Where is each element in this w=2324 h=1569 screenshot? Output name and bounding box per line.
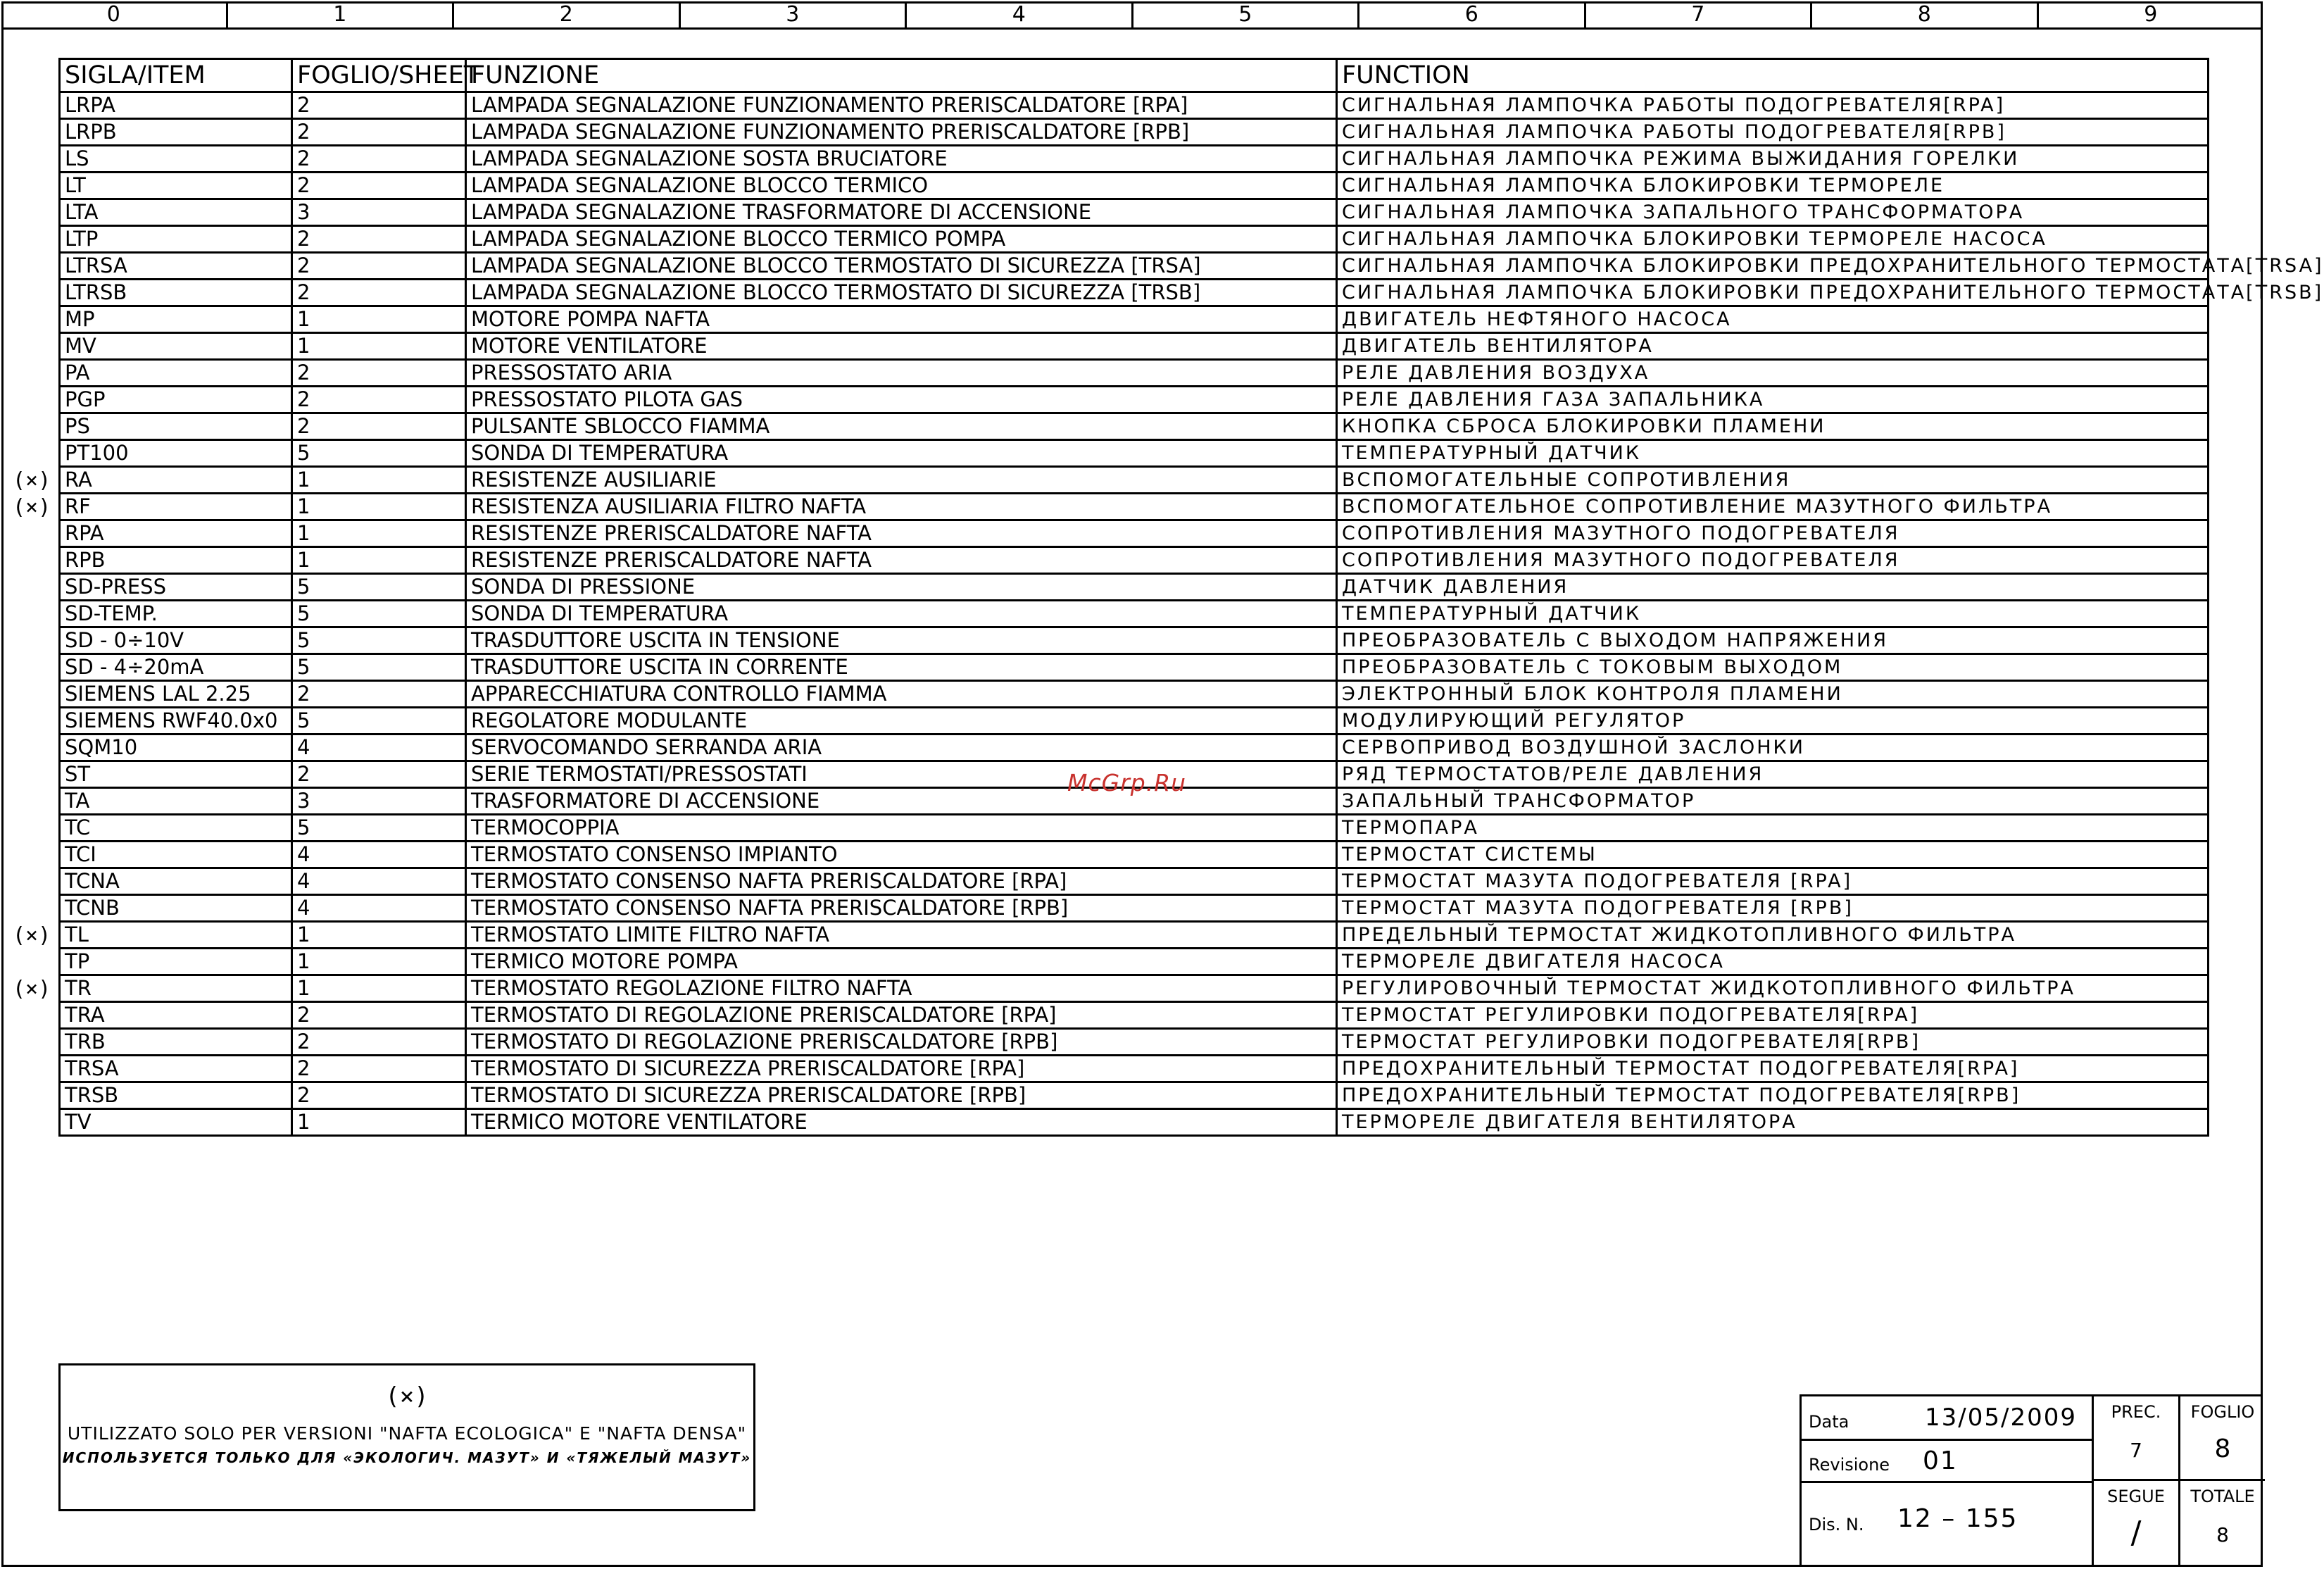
cell-item: TA bbox=[60, 788, 292, 815]
cell-funzione: MOTORE POMPA NAFTA bbox=[466, 306, 1337, 333]
table-row bbox=[60, 440, 2209, 467]
cell-sheet: 2 bbox=[292, 360, 466, 387]
tb-drawing-number-value: 12 – 155 bbox=[1897, 1504, 2018, 1533]
cell-function: СОПРОТИВЛЕНИЯ МАЗУТНОГО ПОДОГРЕВАТЕЛЯ bbox=[1337, 547, 2209, 574]
cell-sheet: 2 bbox=[292, 119, 466, 146]
cell-funzione: SONDA DI TEMPERATURA bbox=[466, 601, 1337, 627]
cell-sheet: 3 bbox=[292, 788, 466, 815]
table-row bbox=[60, 520, 2209, 547]
ruler-cell: 5 bbox=[1133, 1, 1360, 27]
cell-function: РЕЛЕ ДАВЛЕНИЯ ГАЗА ЗАПАЛЬНИКА bbox=[1337, 387, 2209, 413]
tb-drawing-number-label: Dis. N. bbox=[1809, 1515, 1864, 1534]
cell-function: РЕЛЕ ДАВЛЕНИЯ ВОЗДУХА bbox=[1337, 360, 2209, 387]
ruler-cell: 2 bbox=[454, 1, 681, 27]
cell-item: LS bbox=[60, 146, 292, 173]
cell-funzione: TERMOSTATO DI SICUREZZA PRERISCALDATORE [RPA] bbox=[466, 1056, 1337, 1082]
cell-sheet: 2 bbox=[292, 387, 466, 413]
table-row bbox=[60, 226, 2209, 253]
cell-funzione: PULSANTE SBLOCCO FIAMMA bbox=[466, 413, 1337, 440]
cell-function: ТЕМПЕРАТУРНЫЙ ДАТЧИК bbox=[1337, 440, 2209, 467]
cell-funzione: PRESSOSTATO PILOTA GAS bbox=[466, 387, 1337, 413]
table-row bbox=[60, 1056, 2209, 1082]
tb-revision-row bbox=[1802, 1441, 2092, 1483]
ruler-cell: 9 bbox=[2144, 2, 2158, 27]
ruler-cell: 4 bbox=[907, 1, 1133, 27]
cell-function: ДВИГАТЕЛЬ ВЕНТИЛЯТОРА bbox=[1337, 333, 2209, 360]
header-function: FUNCTION bbox=[1337, 59, 2209, 92]
cell-sheet: 1 bbox=[292, 306, 466, 333]
table-row bbox=[60, 574, 2209, 601]
cell-sheet: 2 bbox=[292, 1082, 466, 1109]
cell-item: PGP bbox=[60, 387, 292, 413]
ruler-cell: 1 bbox=[228, 1, 455, 27]
table-row bbox=[60, 735, 2209, 761]
cell-item: MP bbox=[60, 306, 292, 333]
cell-function: ТЕМПЕРАТУРНЫЙ ДАТЧИК bbox=[1337, 601, 2209, 627]
cell-sheet: 1 bbox=[292, 949, 466, 975]
cell-function: СИГНАЛЬНАЯ ЛАМПОЧКА БЛОКИРОВКИ ТЕРМОРЕЛЕ bbox=[1337, 173, 2209, 199]
cell-funzione: TERMOSTATO DI SICUREZZA PRERISCALDATORE [RPB] bbox=[466, 1082, 1337, 1109]
cell-item: TRSB bbox=[60, 1082, 292, 1109]
cell-sheet: 2 bbox=[292, 280, 466, 306]
cell-item: ST bbox=[60, 761, 292, 788]
cell-sheet: 2 bbox=[292, 1056, 466, 1082]
cell-item: RA bbox=[60, 467, 292, 494]
table-row bbox=[60, 975, 2209, 1002]
table-row bbox=[60, 119, 2209, 146]
cell-funzione: RESISTENZE PRERISCALDATORE NAFTA bbox=[466, 547, 1337, 574]
table-row bbox=[60, 387, 2209, 413]
table-row bbox=[60, 547, 2209, 574]
cell-item: TCNA bbox=[60, 868, 292, 895]
cell-sheet: 5 bbox=[292, 708, 466, 735]
cell-sheet: 2 bbox=[292, 413, 466, 440]
table-row bbox=[60, 92, 2209, 119]
cell-item: SD-PRESS bbox=[60, 574, 292, 601]
footnote-box bbox=[58, 1363, 755, 1511]
cell-function: ПРЕОБРАЗОВАТЕЛЬ С ВЫХОДОМ НАПРЯЖЕНИЯ bbox=[1337, 627, 2209, 654]
table-row bbox=[60, 949, 2209, 975]
cell-sheet: 2 bbox=[292, 1029, 466, 1056]
row-mark-symbol: (×) bbox=[13, 494, 51, 520]
header-funzione: FUNZIONE bbox=[466, 59, 1337, 92]
cell-function: ТЕРМОСТАТ СИСТЕМЫ bbox=[1337, 842, 2209, 868]
cell-funzione: TRASDUTTORE USCITA IN CORRENTE bbox=[466, 654, 1337, 681]
cell-item: SD-TEMP. bbox=[60, 601, 292, 627]
cell-funzione: TRASFORMATORE DI ACCENSIONE bbox=[466, 788, 1337, 815]
cell-sheet: 4 bbox=[292, 842, 466, 868]
tb-foglio-label: FOGLIO bbox=[2190, 1402, 2255, 1422]
cell-funzione: LAMPADA SEGNALAZIONE BLOCCO TERMOSTATO DI SICUREZZA [TRSB] bbox=[466, 280, 1337, 306]
table-row bbox=[60, 922, 2209, 949]
cell-function: СИГНАЛЬНАЯ ЛАМПОЧКА ЗАПАЛЬНОГО ТРАНСФОРМАТОРА bbox=[1337, 199, 2209, 226]
table-row bbox=[60, 627, 2209, 654]
cell-item: TCI bbox=[60, 842, 292, 868]
cell-item: SD - 4÷20mA bbox=[60, 654, 292, 681]
row-mark-symbol: (×) bbox=[13, 923, 51, 948]
table-row bbox=[60, 842, 2209, 868]
table-row bbox=[60, 280, 2209, 306]
cell-funzione: TERMICO MOTORE POMPA bbox=[466, 949, 1337, 975]
cell-function: ДВИГАТЕЛЬ НЕФТЯНОГО НАСОСА bbox=[1337, 306, 2209, 333]
cell-item: LTA bbox=[60, 199, 292, 226]
cell-function: ПРЕДЕЛЬНЫЙ ТЕРМОСТАТ ЖИДКОТОПЛИВНОГО ФИЛЬТРА bbox=[1337, 922, 2209, 949]
cell-function: ТЕРМОРЕЛЕ ДВИГАТЕЛЯ ВЕНТИЛЯТОРА bbox=[1337, 1109, 2209, 1136]
cell-item: SIEMENS LAL 2.25 bbox=[60, 681, 292, 708]
tb-date-row bbox=[1802, 1396, 2092, 1441]
cell-function: СИГНАЛЬНАЯ ЛАМПОЧКА РАБОТЫ ПОДОГРЕВАТЕЛЯ[RPA] bbox=[1337, 92, 2209, 119]
table-row bbox=[60, 467, 2209, 494]
cell-funzione: LAMPADA SEGNALAZIONE FUNZIONAMENTO PRERISCALDATORE [RPB] bbox=[466, 119, 1337, 146]
cell-item: TL bbox=[60, 922, 292, 949]
cell-function: РЕГУЛИРОВОЧНЫЙ ТЕРМОСТАТ ЖИДКОТОПЛИВНОГО ФИЛЬТРА bbox=[1337, 975, 2209, 1002]
cell-function: ТЕРМОСТАТ МАЗУТА ПОДОГРЕВАТЕЛЯ [RPA] bbox=[1337, 868, 2209, 895]
cell-function: СИГНАЛЬНАЯ ЛАМПОЧКА РЕЖИМА ВЫЖИДАНИЯ ГОРЕЛКИ bbox=[1337, 146, 2209, 173]
cell-function: РЯД ТЕРМОСТАТОВ/РЕЛЕ ДАВЛЕНИЯ bbox=[1337, 761, 2209, 788]
cell-function: ТЕРМОПАРА bbox=[1337, 815, 2209, 842]
cell-item: LRPA bbox=[60, 92, 292, 119]
tb-prec-value: 7 bbox=[2130, 1439, 2142, 1462]
column-ruler bbox=[1, 1, 2263, 30]
cell-item: LT bbox=[60, 173, 292, 199]
cell-funzione: SONDA DI PRESSIONE bbox=[466, 574, 1337, 601]
cell-funzione: TERMICO MOTORE VENTILATORE bbox=[466, 1109, 1337, 1136]
cell-sheet: 1 bbox=[292, 467, 466, 494]
cell-sheet: 2 bbox=[292, 253, 466, 280]
cell-function: СИГНАЛЬНАЯ ЛАМПОЧКА БЛОКИРОВКИ ТЕРМОРЕЛЕ НАСОСА bbox=[1337, 226, 2209, 253]
cell-sheet: 1 bbox=[292, 494, 466, 520]
tb-revision-label: Revisione bbox=[1809, 1455, 1890, 1475]
cell-item: RPB bbox=[60, 547, 292, 574]
cell-item: LRPB bbox=[60, 119, 292, 146]
cell-sheet: 1 bbox=[292, 520, 466, 547]
cell-sheet: 2 bbox=[292, 226, 466, 253]
cell-funzione: LAMPADA SEGNALAZIONE FUNZIONAMENTO PRERISCALDATORE [RPA] bbox=[466, 92, 1337, 119]
table-row bbox=[60, 173, 2209, 199]
cell-item: LTP bbox=[60, 226, 292, 253]
tb-drawing-number-row bbox=[1802, 1483, 2092, 1569]
tb-foglio-value: 8 bbox=[2214, 1434, 2231, 1463]
table-row bbox=[60, 1002, 2209, 1029]
tb-prec-cell bbox=[2092, 1396, 2178, 1481]
table-row bbox=[60, 601, 2209, 627]
ruler-cell: 8 bbox=[1812, 1, 2039, 27]
cell-funzione: TERMOSTATO LIMITE FILTRO NAFTA bbox=[466, 922, 1337, 949]
cell-item: MV bbox=[60, 333, 292, 360]
tb-foglio-cell bbox=[2178, 1396, 2265, 1481]
tb-date-label: Data bbox=[1809, 1412, 1849, 1432]
cell-item: TRB bbox=[60, 1029, 292, 1056]
cell-function: КНОПКА СБРОСА БЛОКИРОВКИ ПЛАМЕНИ bbox=[1337, 413, 2209, 440]
cell-item: RPA bbox=[60, 520, 292, 547]
title-block bbox=[1799, 1394, 2263, 1567]
tb-date-value: 13/05/2009 bbox=[1925, 1404, 2077, 1432]
table-row bbox=[60, 333, 2209, 360]
cell-sheet: 5 bbox=[292, 601, 466, 627]
cell-item: SD - 0÷10V bbox=[60, 627, 292, 654]
cell-function: ЭЛЕКТРОННЫЙ БЛОК КОНТРОЛЯ ПЛАМЕНИ bbox=[1337, 681, 2209, 708]
cell-funzione: SONDA DI TEMPERATURA bbox=[466, 440, 1337, 467]
cell-funzione: TERMOSTATO CONSENSO NAFTA PRERISCALDATORE [RPA] bbox=[466, 868, 1337, 895]
watermark: McGrp.Ru bbox=[1067, 769, 1187, 796]
table-row bbox=[60, 1029, 2209, 1056]
cell-function: СИГНАЛЬНАЯ ЛАМПОЧКА БЛОКИРОВКИ ПРЕДОХРАНИТЕЛЬНОГО ТЕРМОСТАТА[TRSB] bbox=[1337, 280, 2209, 306]
header-item: SIGLA/ITEM bbox=[60, 59, 292, 92]
cell-item: TP bbox=[60, 949, 292, 975]
cell-item: TR bbox=[60, 975, 292, 1002]
tb-segue-value: / bbox=[2130, 1515, 2142, 1551]
cell-funzione: TERMOSTATO REGOLAZIONE FILTRO NAFTA bbox=[466, 975, 1337, 1002]
cell-funzione: MOTORE VENTILATORE bbox=[466, 333, 1337, 360]
cell-item: PA bbox=[60, 360, 292, 387]
tb-segue-label: SEGUE bbox=[2107, 1487, 2165, 1506]
footnote-text-italian: UTILIZZATO SOLO PER VERSIONI "NAFTA ECOLOGICA" E "NAFTA DENSA" bbox=[67, 1423, 747, 1444]
cell-item: RF bbox=[60, 494, 292, 520]
cell-sheet: 2 bbox=[292, 761, 466, 788]
cell-funzione: LAMPADA SEGNALAZIONE BLOCCO TERMICO POMPA bbox=[466, 226, 1337, 253]
cell-sheet: 2 bbox=[292, 1002, 466, 1029]
cell-function: ТЕРМОСТАТ РЕГУЛИРОВКИ ПОДОГРЕВАТЕЛЯ[RPB] bbox=[1337, 1029, 2209, 1056]
table-row bbox=[60, 1082, 2209, 1109]
cell-funzione: TRASDUTTORE USCITA IN TENSIONE bbox=[466, 627, 1337, 654]
cell-funzione: TERMOCOPPIA bbox=[466, 815, 1337, 842]
cell-item: LTRSA bbox=[60, 253, 292, 280]
cell-item: TRA bbox=[60, 1002, 292, 1029]
tb-revision-value: 01 bbox=[1923, 1446, 1958, 1475]
tb-totale-label: TOTALE bbox=[2190, 1487, 2255, 1506]
cell-sheet: 2 bbox=[292, 92, 466, 119]
tb-segue-cell bbox=[2092, 1481, 2178, 1565]
cell-funzione: LAMPADA SEGNALAZIONE TRASFORMATORE DI ACCENSIONE bbox=[466, 199, 1337, 226]
cell-item: PS bbox=[60, 413, 292, 440]
cell-sheet: 5 bbox=[292, 627, 466, 654]
cell-item: PT100 bbox=[60, 440, 292, 467]
cell-function: ВСПОМОГАТЕЛЬНЫЕ СОПРОТИВЛЕНИЯ bbox=[1337, 467, 2209, 494]
cell-item: TRSA bbox=[60, 1056, 292, 1082]
cell-funzione: RESISTENZE PRERISCALDATORE NAFTA bbox=[466, 520, 1337, 547]
cell-item: SQM10 bbox=[60, 735, 292, 761]
ruler-cell: 0 bbox=[1, 1, 228, 27]
cell-funzione: PRESSOSTATO ARIA bbox=[466, 360, 1337, 387]
table-row bbox=[60, 146, 2209, 173]
table-header-row bbox=[60, 59, 2209, 92]
cell-function: СОПРОТИВЛЕНИЯ МАЗУТНОГО ПОДОГРЕВАТЕЛЯ bbox=[1337, 520, 2209, 547]
cell-item: TC bbox=[60, 815, 292, 842]
table-row bbox=[60, 868, 2209, 895]
ruler-cell: 7 bbox=[1586, 1, 1813, 27]
cell-sheet: 5 bbox=[292, 815, 466, 842]
cell-sheet: 4 bbox=[292, 735, 466, 761]
cell-funzione: TERMOSTATO CONSENSO NAFTA PRERISCALDATORE [RPB] bbox=[466, 895, 1337, 922]
cell-function: СЕРВОПРИВОД ВОЗДУШНОЙ ЗАСЛОНКИ bbox=[1337, 735, 2209, 761]
cell-sheet: 2 bbox=[292, 681, 466, 708]
cell-funzione: REGOLATORE MODULANTE bbox=[466, 708, 1337, 735]
cell-sheet: 5 bbox=[292, 440, 466, 467]
cell-funzione: SERVOCOMANDO SERRANDA ARIA bbox=[466, 735, 1337, 761]
cell-item: TCNB bbox=[60, 895, 292, 922]
header-sheet: FOGLIO/SHEET bbox=[292, 59, 466, 92]
cell-function: ЗАПАЛЬНЫЙ ТРАНСФОРМАТОР bbox=[1337, 788, 2209, 815]
cell-sheet: 5 bbox=[292, 654, 466, 681]
component-legend-table bbox=[58, 58, 2324, 1137]
cell-function: ПРЕДОХРАНИТЕЛЬНЫЙ ТЕРМОСТАТ ПОДОГРЕВАТЕЛЯ[RPB] bbox=[1337, 1082, 2209, 1109]
cell-function: ПРЕОБРАЗОВАТЕЛЬ С ТОКОВЫМ ВЫХОДОМ bbox=[1337, 654, 2209, 681]
table-row bbox=[60, 708, 2209, 735]
table-row bbox=[60, 895, 2209, 922]
cell-item: SIEMENS RWF40.0x0 bbox=[60, 708, 292, 735]
cell-sheet: 2 bbox=[292, 173, 466, 199]
tb-prec-label: PREC. bbox=[2111, 1402, 2161, 1422]
footnote-text-russian: ИСПОЛЬЗУЕТСЯ ТОЛЬКО ДЛЯ «ЭКОЛОГИЧ. МАЗУТ» И «ТЯЖЕЛЫЙ МАЗУТ» bbox=[62, 1449, 752, 1466]
table-row bbox=[60, 306, 2209, 333]
table-row bbox=[60, 1109, 2209, 1136]
cell-funzione: LAMPADA SEGNALAZIONE SOSTA BRUCIATORE bbox=[466, 146, 1337, 173]
tb-totale-value: 8 bbox=[2216, 1523, 2229, 1546]
cell-function: СИГНАЛЬНАЯ ЛАМПОЧКА БЛОКИРОВКИ ПРЕДОХРАНИТЕЛЬНОГО ТЕРМОСТАТА[TRSA] bbox=[1337, 253, 2209, 280]
table-row bbox=[60, 199, 2209, 226]
cell-funzione: APPARECCHIATURA CONTROLLO FIAMMA bbox=[466, 681, 1337, 708]
footnote-symbol: (×) bbox=[385, 1382, 429, 1411]
cell-funzione: LAMPADA SEGNALAZIONE BLOCCO TERMOSTATO DI SICUREZZA [TRSA] bbox=[466, 253, 1337, 280]
cell-sheet: 5 bbox=[292, 574, 466, 601]
cell-function: ТЕРМОСТАТ РЕГУЛИРОВКИ ПОДОГРЕВАТЕЛЯ[RPA] bbox=[1337, 1002, 2209, 1029]
cell-function: ПРЕДОХРАНИТЕЛЬНЫЙ ТЕРМОСТАТ ПОДОГРЕВАТЕЛЯ[RPA] bbox=[1337, 1056, 2209, 1082]
cell-sheet: 1 bbox=[292, 547, 466, 574]
cell-function: СИГНАЛЬНАЯ ЛАМПОЧКА РАБОТЫ ПОДОГРЕВАТЕЛЯ[RPB] bbox=[1337, 119, 2209, 146]
cell-sheet: 4 bbox=[292, 868, 466, 895]
cell-function: ТЕРМОСТАТ МАЗУТА ПОДОГРЕВАТЕЛЯ [RPB] bbox=[1337, 895, 2209, 922]
table-body bbox=[60, 92, 2324, 1136]
table-row bbox=[60, 815, 2209, 842]
cell-function: ТЕРМОРЕЛЕ ДВИГАТЕЛЯ НАСОСА bbox=[1337, 949, 2209, 975]
cell-sheet: 1 bbox=[292, 333, 466, 360]
cell-funzione: LAMPADA SEGNALAZIONE BLOCCO TERMICO bbox=[466, 173, 1337, 199]
cell-sheet: 3 bbox=[292, 199, 466, 226]
cell-sheet: 1 bbox=[292, 922, 466, 949]
table-row bbox=[60, 413, 2209, 440]
table-row bbox=[60, 360, 2209, 387]
cell-function: ВСПОМОГАТЕЛЬНОЕ СОПРОТИВЛЕНИЕ МАЗУТНОГО ФИЛЬТРА bbox=[1337, 494, 2209, 520]
table-row bbox=[60, 654, 2209, 681]
ruler-cell: 3 bbox=[681, 1, 907, 27]
cell-sheet: 1 bbox=[292, 1109, 466, 1136]
cell-item: LTRSB bbox=[60, 280, 292, 306]
table-row bbox=[60, 494, 2209, 520]
cell-item: TV bbox=[60, 1109, 292, 1136]
cell-function: МОДУЛИРУЮЩИЙ РЕГУЛЯТОР bbox=[1337, 708, 2209, 735]
cell-funzione: RESISTENZE AUSILIARIE bbox=[466, 467, 1337, 494]
cell-sheet: 4 bbox=[292, 895, 466, 922]
ruler-cell: 6 bbox=[1359, 1, 1586, 27]
cell-funzione: SERIE TERMOSTATI/PRESSOSTATI bbox=[466, 761, 1337, 788]
row-mark-symbol: (×) bbox=[13, 468, 51, 493]
cell-funzione: TERMOSTATO CONSENSO IMPIANTO bbox=[466, 842, 1337, 868]
cell-sheet: 2 bbox=[292, 146, 466, 173]
cell-funzione: TERMOSTATO DI REGOLAZIONE PRERISCALDATORE [RPB] bbox=[466, 1029, 1337, 1056]
row-mark-symbol: (×) bbox=[13, 976, 51, 1001]
cell-function: ДАТЧИК ДАВЛЕНИЯ bbox=[1337, 574, 2209, 601]
cell-sheet: 1 bbox=[292, 975, 466, 1002]
table-row bbox=[60, 253, 2209, 280]
cell-funzione: TERMOSTATO DI REGOLAZIONE PRERISCALDATORE [RPA] bbox=[466, 1002, 1337, 1029]
tb-totale-cell bbox=[2178, 1481, 2265, 1565]
cell-funzione: RESISTENZA AUSILIARIA FILTRO NAFTA bbox=[466, 494, 1337, 520]
table-row bbox=[60, 681, 2209, 708]
